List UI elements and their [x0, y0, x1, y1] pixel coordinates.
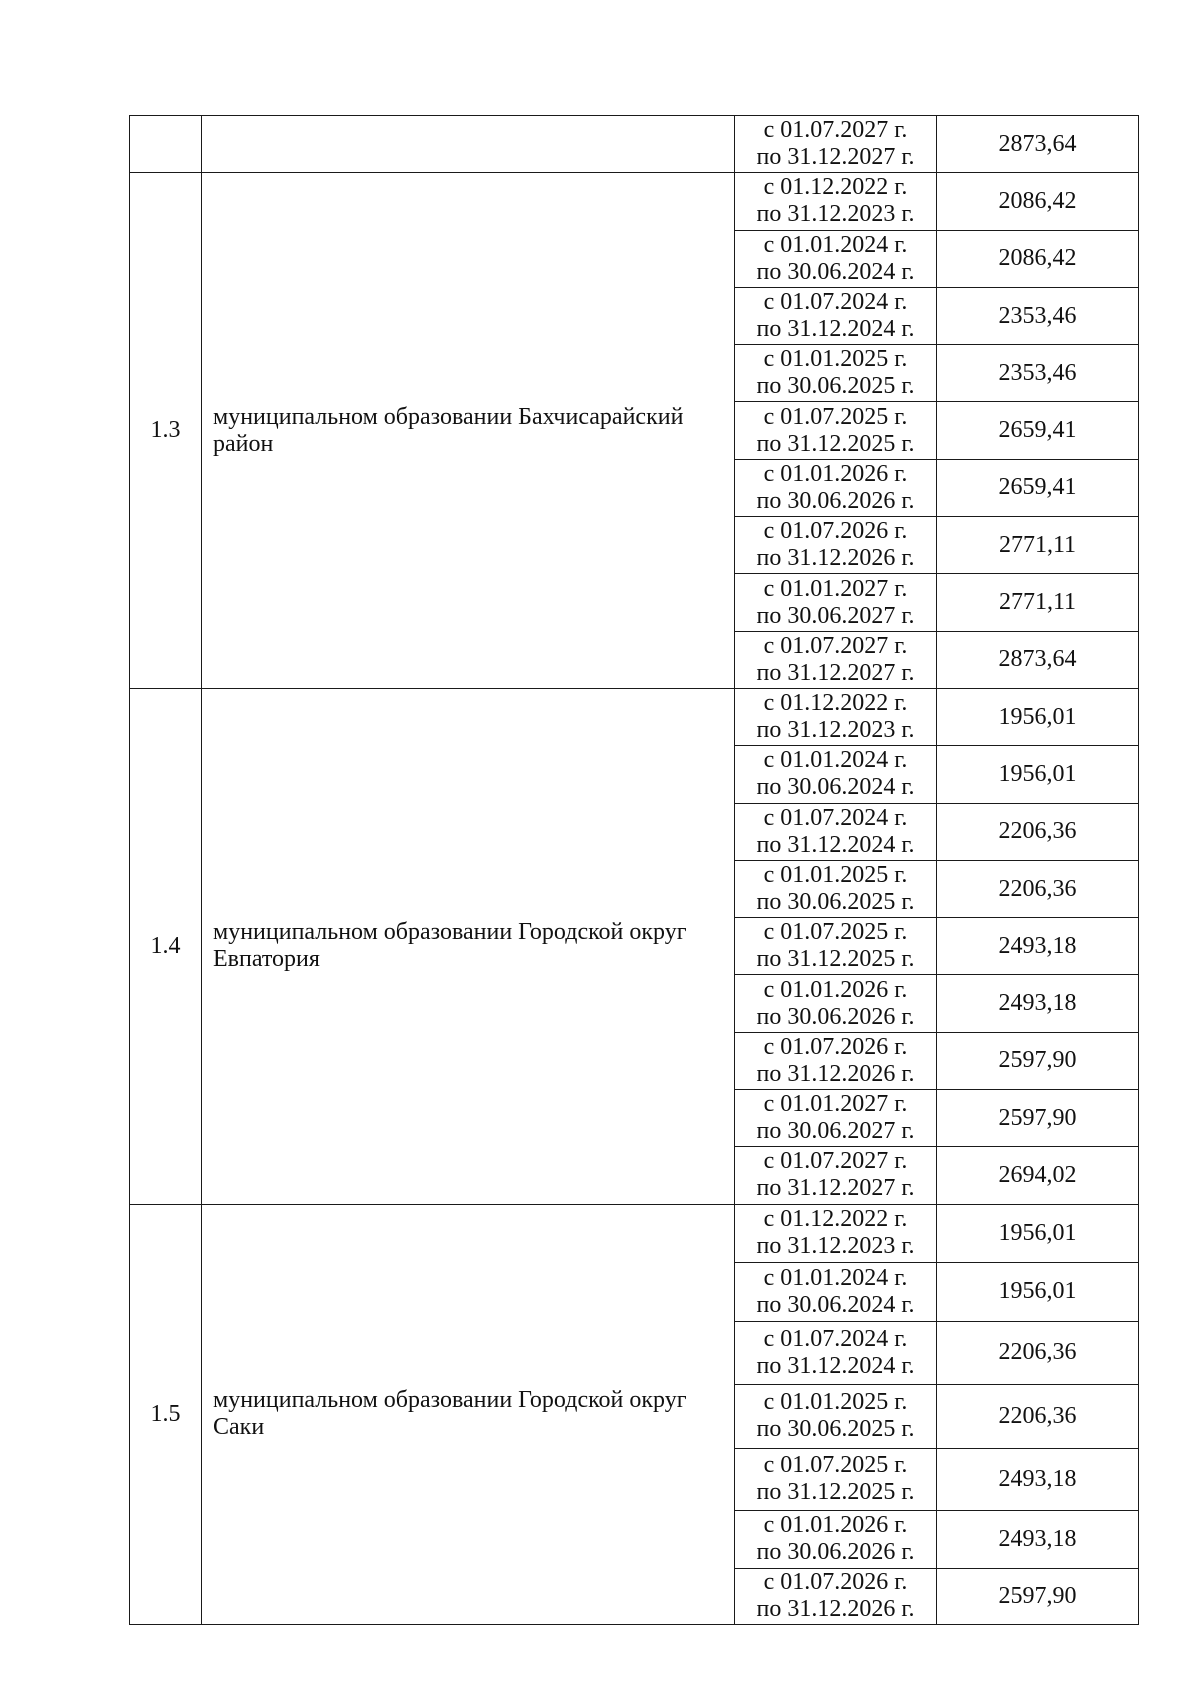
table-row: [130, 116, 1139, 173]
tariff-value-cell: 2873,64: [937, 116, 1139, 173]
period-cell: [735, 1204, 937, 1262]
period-from: с 01.07.2025 г.: [763, 403, 908, 430]
period-from: с 01.01.2026 г.: [763, 976, 908, 1003]
period-cell: [735, 1510, 937, 1568]
period-to: по 31.12.2025 г.: [756, 1479, 915, 1506]
period-to: по 31.12.2023 г.: [756, 201, 915, 228]
period-from: с 01.01.2024 г.: [763, 747, 908, 774]
tariff-value-cell: 2493,18: [937, 918, 1139, 975]
tariff-value-cell: 2206,36: [937, 1384, 1139, 1448]
table-row: [130, 173, 1139, 230]
period-from: с 01.07.2026 г.: [763, 518, 908, 545]
tariff-value-cell: 1956,01: [937, 1204, 1139, 1262]
period-cell: [735, 803, 937, 860]
tariff-value-cell: 2353,46: [937, 287, 1139, 344]
period-from: с 01.01.2026 г.: [763, 1512, 908, 1539]
tariff-value-cell: 2086,42: [937, 230, 1139, 287]
period-cell: [735, 1448, 937, 1510]
period-cell: [735, 287, 937, 344]
period-cell: [735, 746, 937, 803]
municipality-cell: муниципальном образовании Городской округ Саки: [202, 1204, 735, 1624]
period-to: по 31.12.2023 г.: [756, 1233, 915, 1260]
tariff-value-cell: 2206,36: [937, 803, 1139, 860]
period-cell: [735, 1568, 937, 1624]
period-to: по 30.06.2026 г.: [756, 1539, 915, 1566]
tariff-value-cell: 2659,41: [937, 402, 1139, 459]
tariff-value-cell: 2597,90: [937, 1032, 1139, 1089]
tariff-value-cell: 2353,46: [937, 345, 1139, 402]
tariff-value-cell: 2771,11: [937, 574, 1139, 631]
period-cell: [735, 517, 937, 574]
tariff-table: [129, 115, 1139, 1625]
period-to: по 30.06.2026 г.: [756, 1003, 915, 1030]
period-cell: [735, 1032, 937, 1089]
period-from: с 01.12.2022 г.: [763, 174, 908, 201]
tariff-value-cell: 2086,42: [937, 173, 1139, 230]
period-from: с 01.07.2024 г.: [763, 804, 908, 831]
period-cell: [735, 173, 937, 230]
tariff-value-cell: 1956,01: [937, 1262, 1139, 1321]
tariff-value-cell: 2597,90: [937, 1568, 1139, 1624]
period-from: с 01.01.2026 г.: [763, 460, 908, 487]
period-to: по 31.12.2026 г.: [756, 1596, 915, 1623]
table-row: [130, 1204, 1139, 1262]
tariff-value-cell: 2873,64: [937, 631, 1139, 688]
period-cell: [735, 1321, 937, 1384]
table-row: [130, 688, 1139, 745]
period-to: по 30.06.2025 г.: [756, 889, 915, 915]
period-cell: [735, 459, 937, 516]
period-to: по 31.12.2023 г.: [756, 717, 915, 744]
row-number-cell: [130, 116, 202, 173]
period-to: по 31.12.2026 г.: [756, 545, 915, 572]
tariff-value-cell: 2694,02: [937, 1147, 1139, 1204]
period-cell: [735, 918, 937, 975]
period-from: с 01.01.2027 г.: [763, 1091, 908, 1118]
period-to: по 31.12.2024 г.: [756, 316, 915, 343]
period-cell: [735, 345, 937, 402]
period-from: с 01.01.2024 г.: [763, 1264, 908, 1291]
period-from: с 01.07.2025 г.: [763, 1452, 908, 1479]
period-cell: [735, 1147, 937, 1204]
period-to: по 31.12.2024 г.: [756, 1352, 915, 1379]
municipality-cell: [202, 116, 735, 173]
tariff-value-cell: 2771,11: [937, 517, 1139, 574]
period-to: по 31.12.2027 г.: [756, 1175, 915, 1202]
period-to: по 31.12.2027 г.: [756, 659, 915, 686]
period-to: по 30.06.2025 г.: [756, 1416, 915, 1443]
row-number-cell: 1.4: [130, 688, 202, 1204]
tariff-value-cell: 2597,90: [937, 1090, 1139, 1147]
tariff-value-cell: 1956,01: [937, 746, 1139, 803]
period-to: по 30.06.2024 г.: [756, 258, 915, 285]
period-from: с 01.01.2025 г.: [763, 346, 908, 373]
tariff-value-cell: 2659,41: [937, 459, 1139, 516]
period-cell: [735, 860, 937, 917]
period-from: с 01.07.2027 г.: [763, 117, 908, 144]
municipality-cell: муниципальном образовании Городской округ Евпатория: [202, 688, 735, 1204]
municipality-cell: муниципальном образовании Бахчисарайский район: [202, 173, 735, 689]
period-cell: [735, 975, 937, 1032]
period-to: по 30.06.2024 г.: [756, 1291, 915, 1318]
tariff-value-cell: 2206,36: [937, 860, 1139, 917]
period-from: с 01.07.2024 г.: [763, 1325, 908, 1352]
period-to: по 31.12.2025 г.: [756, 430, 915, 457]
period-from: с 01.01.2027 г.: [763, 575, 908, 602]
period-cell: [735, 402, 937, 459]
tariff-value-cell: 1956,01: [937, 688, 1139, 745]
period-to: по 31.12.2026 г.: [756, 1060, 915, 1087]
period-to: по 30.06.2026 г.: [756, 487, 915, 514]
period-from: с 01.01.2025 г.: [763, 1389, 908, 1416]
period-cell: [735, 631, 937, 688]
period-to: по 30.06.2027 г.: [756, 602, 915, 629]
tariff-value-cell: 2206,36: [937, 1321, 1139, 1384]
period-cell: [735, 1090, 937, 1147]
period-from: с 01.07.2026 г.: [763, 1033, 908, 1060]
tariff-value-cell: 2493,18: [937, 1510, 1139, 1568]
period-from: с 01.07.2026 г.: [763, 1569, 908, 1596]
period-to: по 30.06.2025 г.: [756, 373, 915, 400]
period-from: с 01.12.2022 г.: [763, 1206, 908, 1233]
period-from: с 01.07.2027 г.: [763, 1148, 908, 1175]
tariff-value-cell: 2493,18: [937, 1448, 1139, 1510]
period-cell: [735, 116, 937, 173]
period-from: с 01.07.2024 г.: [763, 289, 908, 316]
period-from: с 01.12.2022 г.: [763, 690, 908, 717]
period-from: с 01.07.2027 г.: [763, 632, 908, 659]
period-cell: [735, 574, 937, 631]
period-to: по 31.12.2027 г.: [756, 144, 915, 171]
period-to: по 30.06.2027 г.: [756, 1118, 915, 1145]
period-to: по 30.06.2024 г.: [756, 774, 915, 801]
period-from: с 01.07.2025 г.: [763, 919, 908, 946]
period-to: по 31.12.2024 г.: [756, 831, 915, 858]
row-number-cell: 1.3: [130, 173, 202, 689]
period-to: по 31.12.2025 г.: [756, 946, 915, 973]
period-cell: [735, 1384, 937, 1448]
period-cell: [735, 688, 937, 745]
period-from: с 01.01.2024 г.: [763, 231, 908, 258]
period-cell: [735, 1262, 937, 1321]
row-number-cell: 1.5: [130, 1204, 202, 1624]
period-cell: [735, 230, 937, 287]
period-from: с 01.01.2025 г.: [763, 862, 908, 888]
tariff-value-cell: 2493,18: [937, 975, 1139, 1032]
